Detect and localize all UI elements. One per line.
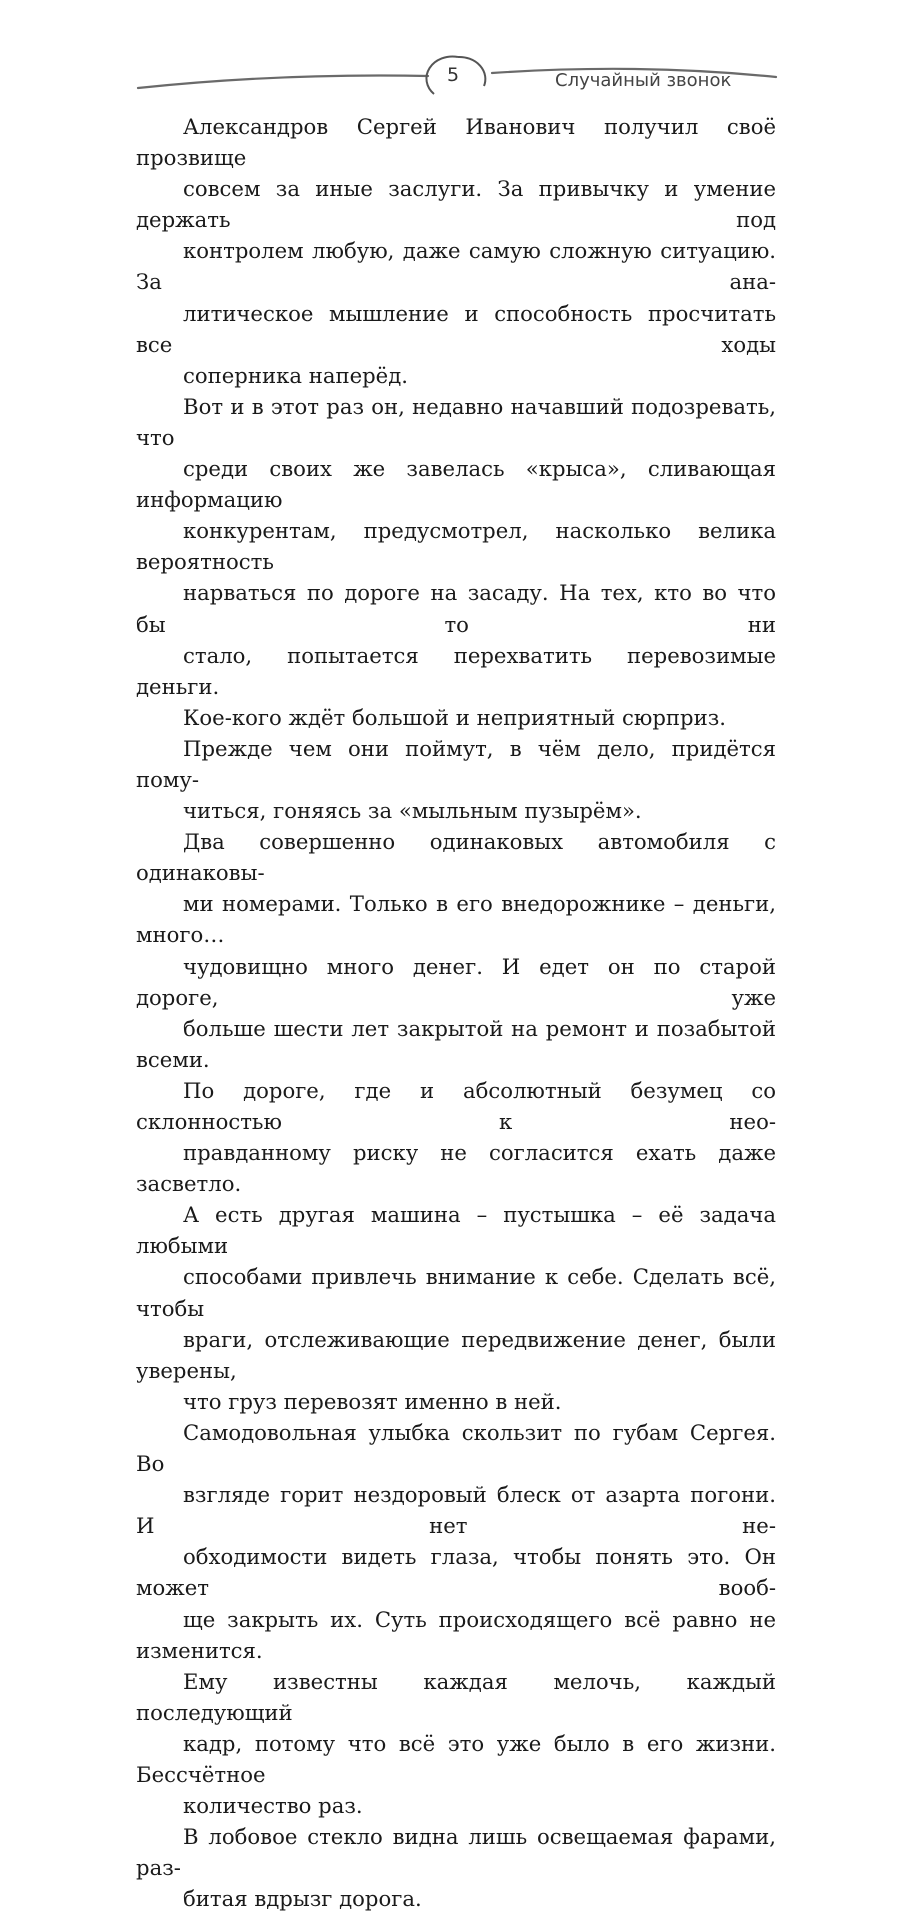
text-line: битая вдрызг дорога. bbox=[183, 1886, 422, 1912]
header-ornament bbox=[0, 0, 900, 110]
text-line: враги, отслеживающие передвижение денег, были уверены, bbox=[136, 1326, 776, 1383]
text-line: среди своих же завелась «крыса», сливающая информацию bbox=[136, 456, 776, 513]
paragraph bbox=[136, 733, 776, 826]
text-line: Кое-кого ждёт большой и неприятный сюрприз. bbox=[183, 704, 727, 730]
running-header bbox=[0, 0, 900, 110]
text-line: Ему известны каждая мелочь, каждый последующий bbox=[136, 1668, 776, 1725]
paragraph bbox=[136, 826, 776, 1199]
text-line: литическое мышление и способность просчитать все ходы bbox=[136, 300, 776, 357]
text-line: что груз перевозят именно в ней. bbox=[183, 1388, 562, 1414]
text-line: По дороге, где и абсолютный безумец со склонностью к нео- bbox=[136, 1077, 776, 1134]
text-line: ще закрыть их. Суть происходящего всё равно не изменится. bbox=[136, 1606, 776, 1663]
text-line: способами привлечь внимание к себе. Сделать всё, чтобы bbox=[136, 1264, 776, 1321]
text-line: чудовищно много денег. И едет он по старой дороге, уже bbox=[136, 953, 776, 1010]
page-number: 5 bbox=[446, 64, 460, 86]
paragraph bbox=[136, 111, 776, 391]
paragraph bbox=[136, 1417, 776, 1666]
text-line: ми номерами. Только в его внедорожнике – деньги, много… bbox=[136, 891, 776, 948]
text-line: обходимости видеть глаза, чтобы понять это. Он может вооб- bbox=[136, 1544, 776, 1601]
text-line: Александров Сергей Иванович получил своё прозвище bbox=[136, 114, 776, 171]
text-line: А есть другая машина – пустышка – её задача любыми bbox=[136, 1202, 776, 1259]
paragraph bbox=[136, 1821, 776, 1914]
text-line: больше шести лет закрытой на ремонт и позабытой всеми. bbox=[136, 1015, 776, 1072]
text-line: кадр, потому что всё это уже было в его жизни. Бессчётное bbox=[136, 1730, 776, 1787]
text-line: Прежде чем они поймут, в чём дело, придётся пому- bbox=[136, 735, 776, 792]
text-line: Самодовольная улыбка скользит по губам Сергея. Во bbox=[136, 1419, 776, 1477]
text-line: количество раз. bbox=[183, 1793, 363, 1819]
text-line: Вот и в этот раз он, недавно начавший подозревать, что bbox=[136, 393, 776, 450]
text-line: читься, гоняясь за «мыльным пузырём». bbox=[183, 798, 642, 824]
paragraph bbox=[136, 391, 776, 702]
paragraph bbox=[136, 1199, 776, 1417]
text-line: контролем любую, даже самую сложную ситуацию. За ана- bbox=[136, 238, 776, 295]
text-line: совсем за иные заслуги. За привычку и умение держать под bbox=[136, 176, 776, 233]
running-title: Случайный звонок bbox=[555, 70, 732, 91]
paragraph bbox=[136, 1666, 776, 1821]
text-line: Два совершенно одинаковых автомобиля с одинаковы- bbox=[136, 829, 776, 886]
body-text bbox=[136, 111, 776, 1914]
paragraph bbox=[136, 702, 776, 733]
text-line: стало, попытается перехватить перевозимые деньги. bbox=[136, 642, 776, 699]
text-line: В лобовое стекло видна лишь освещаемая фарами, раз- bbox=[136, 1824, 776, 1881]
text-line: соперника наперёд. bbox=[183, 362, 408, 388]
text-line: взгляде горит нездоровый блеск от азарта погони. И нет не- bbox=[136, 1482, 776, 1539]
text-line: конкурентам, предусмотрел, насколько велика вероятность bbox=[136, 518, 776, 575]
text-line: правданному риску не согласится ехать даже засветло. bbox=[136, 1140, 776, 1197]
text-line: нарваться по дороге на засаду. На тех, кто во что бы то ни bbox=[136, 580, 776, 637]
